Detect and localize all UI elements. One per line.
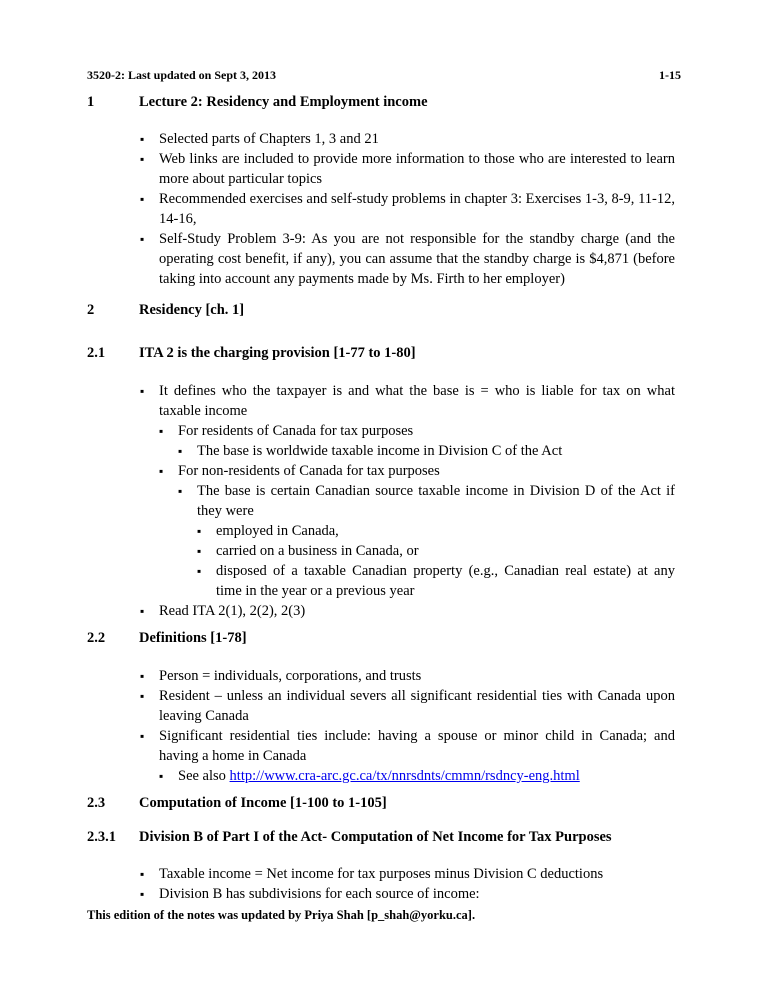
section-title: ITA 2 is the charging provision [1-77 to 1-80] [139, 345, 416, 361]
list-item: ▪ disposed of a taxable Canadian property (e.g., Canadian real estate) at any time in the year or a previous year [197, 561, 675, 601]
page-footer: This edition of the notes was updated by Priya Shah [p_shah@yorku.ca]. [87, 908, 476, 922]
list-item: ▪ Taxable income = Net income for tax purposes minus Division C deductions [140, 864, 675, 884]
header-course-info: 3520-2: Last updated on Sept 3, 2013 [87, 68, 277, 82]
section-number: 2.3 [87, 795, 106, 811]
list-item [140, 726, 675, 786]
list-item-text: For residents of Canada for tax purposes [178, 423, 414, 439]
sub-list [178, 481, 675, 601]
list-item: ▪ Web links are included to provide more information to those who are interested to learn more about particular topics [140, 149, 675, 189]
section-2-2-heading [87, 630, 247, 647]
page-number: 1-15 [659, 68, 681, 82]
list-item: ▪ Resident – unless an individual severs all significant residential ties with Canada upon leaving Canada [140, 686, 675, 726]
residency-link[interactable]: http://www.cra-arc.gc.ca/tx/nnrsdnts/cmmn/rsdncy-eng.html [229, 768, 580, 784]
list-item: ▪ carried on a business in Canada, or [197, 541, 675, 561]
section-title: Residency [ch. 1] [139, 302, 245, 318]
section-title: Division B of Part I of the Act- Computation of Net Income for Tax Purposes [139, 829, 612, 845]
section-1-heading [87, 94, 428, 111]
section-2-1-heading [87, 345, 416, 362]
section-number: 2 [87, 302, 95, 318]
section-2-3-1-list [140, 864, 675, 904]
list-item: ▪ Division B has subdivisions for each source of income: [140, 884, 675, 904]
list-item-text: The base is certain Canadian source taxable income in Division D of the Act if they were [197, 483, 675, 519]
sub-list [197, 521, 675, 601]
list-item: ▪ The base is worldwide taxable income in Division C of the Act [178, 441, 675, 461]
section-number: 2.1 [87, 345, 106, 361]
sub-list [178, 441, 675, 461]
section-number: 1 [87, 94, 95, 110]
list-item [140, 381, 675, 601]
sub-list [159, 766, 675, 786]
section-2-3-1-heading [87, 829, 612, 846]
list-item-text: Significant residential ties include: having a spouse or minor child in Canada; and having a home in Canada [159, 728, 675, 764]
section-1-list [140, 129, 675, 289]
section-title: Lecture 2: Residency and Employment income [139, 94, 428, 110]
list-item [178, 481, 675, 601]
list-item: ▪ Self-Study Problem 3-9: As you are not responsible for the standby charge (and the operating cost benefit, if any), you can assume that the standby charge is $4,871 (before taking into account any payments made by Ms. Firth to her employer) [140, 229, 675, 289]
list-item: ▪ Person = individuals, corporations, and trusts [140, 666, 675, 686]
see-also-text: See also [178, 768, 230, 784]
section-title: Definitions [1-78] [139, 630, 247, 646]
section-2-heading [87, 302, 244, 319]
list-item: ▪ Selected parts of Chapters 1, 3 and 21 [140, 129, 675, 149]
section-number: 2.3.1 [87, 829, 116, 845]
list-item [159, 766, 675, 786]
list-item-text: It defines who the taxpayer is and what the base is = who is liable for tax on what taxable income [159, 383, 675, 419]
section-title: Computation of Income [1-100 to 1-105] [139, 795, 387, 811]
list-item [159, 461, 675, 601]
sub-list [159, 421, 675, 601]
list-item [159, 421, 675, 461]
page-header [87, 68, 681, 83]
section-2-2-list [140, 666, 675, 786]
list-item: ▪ employed in Canada, [197, 521, 675, 541]
section-2-1-list [140, 381, 675, 621]
list-item: ▪ Recommended exercises and self-study problems in chapter 3: Exercises 1-3, 8-9, 11-12, 14-16, [140, 189, 675, 229]
section-number: 2.2 [87, 630, 106, 646]
list-item: ▪ Read ITA 2(1), 2(2), 2(3) [140, 601, 675, 621]
section-2-3-heading [87, 795, 387, 812]
list-item-text: For non-residents of Canada for tax purposes [178, 463, 440, 479]
